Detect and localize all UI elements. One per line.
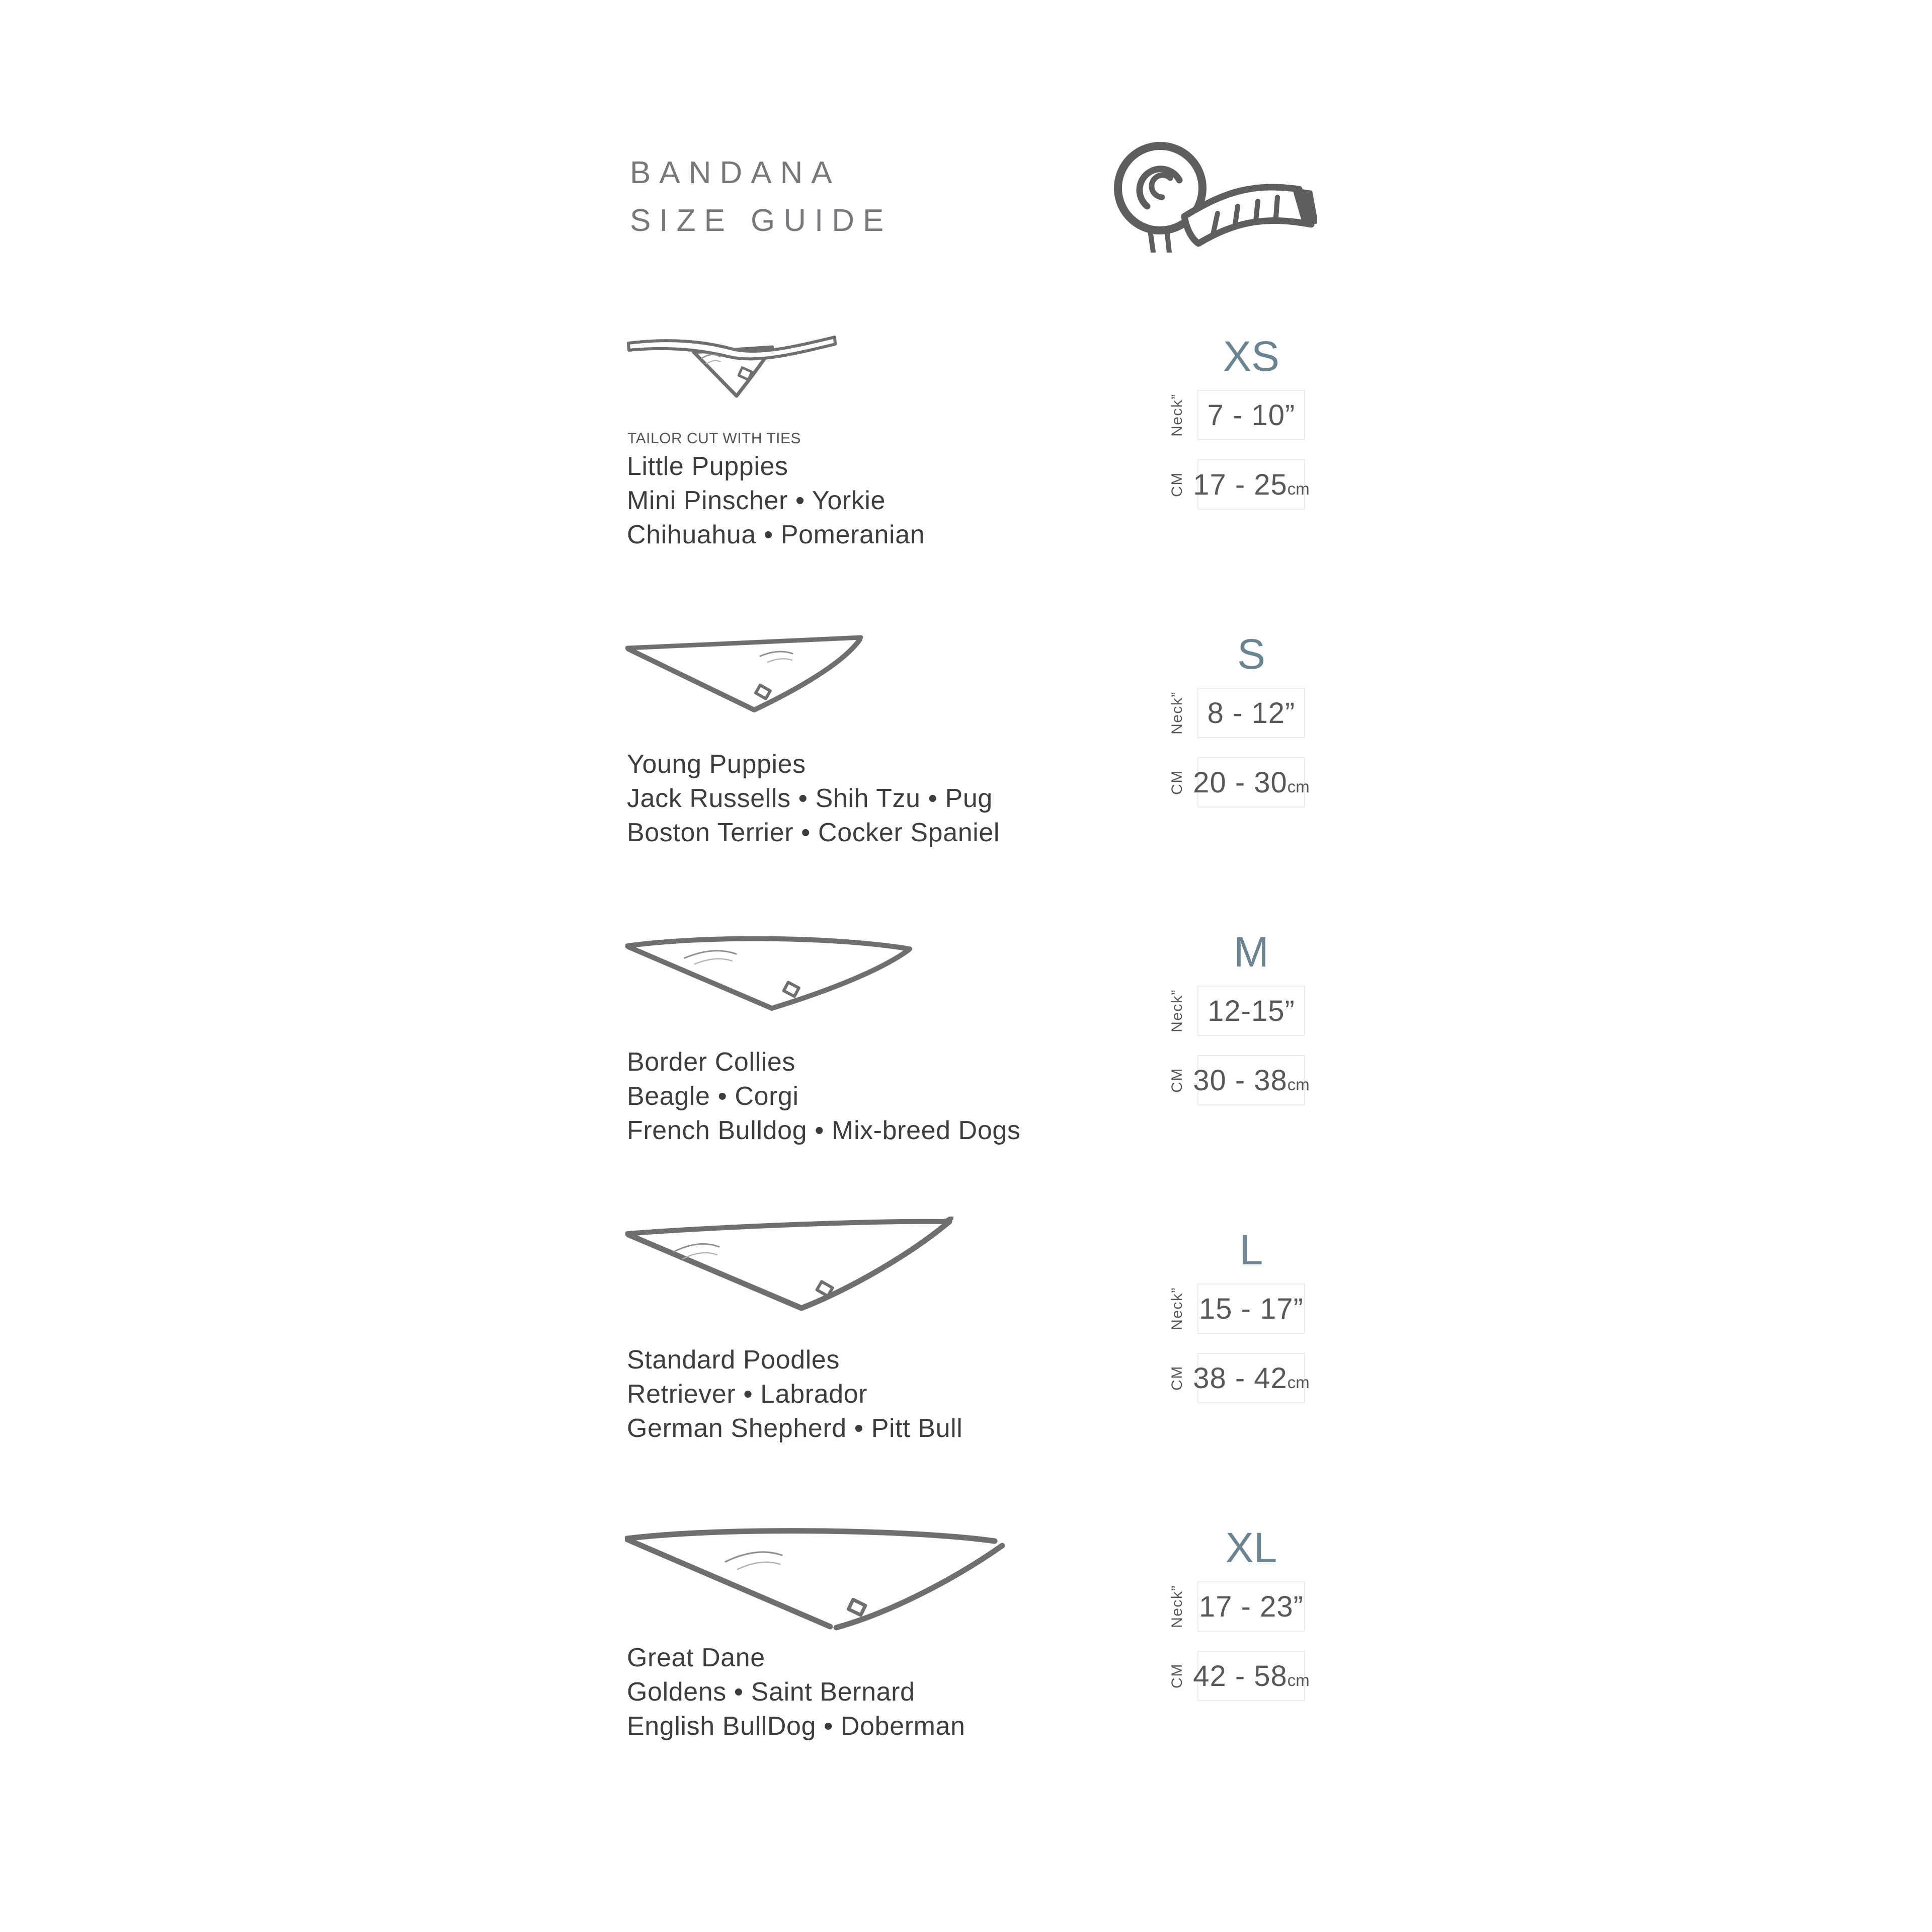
bandana-xs-illustration [626, 332, 838, 403]
xs-neck-cm-box: 17 - 25 cm [1197, 459, 1305, 510]
l-neck-cm-box: 38 - 42 cm [1197, 1353, 1305, 1403]
l-neck-inches-box: 15 - 17” [1197, 1283, 1305, 1334]
s-neck-cm-box: 20 - 30 cm [1197, 757, 1305, 808]
bandana-l-illustration [625, 1217, 953, 1312]
breed-line: English BullDog • Doberman [627, 1712, 965, 1741]
neck-cm-unit: CM [1169, 1365, 1185, 1391]
neck-inches-unit: Neck” [1169, 1585, 1185, 1628]
page-title [630, 149, 892, 245]
breed-line: Goldens • Saint Bernard [627, 1677, 915, 1707]
xs-breeds [627, 449, 925, 552]
neck-cm-unit: CM [1169, 1663, 1185, 1688]
title-line-1: BANDANA [630, 155, 841, 190]
bandana-xl-illustration [625, 1525, 1006, 1634]
breed-line: Great Dane [627, 1643, 765, 1672]
xs-caption: TAILOR CUT WITH TIES [627, 430, 801, 447]
size-label-xs: XS [1223, 333, 1280, 380]
neck-inches-unit: Neck” [1169, 1287, 1185, 1330]
bandana-tie-band [628, 337, 835, 359]
breed-line: Boston Terrier • Cocker Spaniel [627, 818, 1000, 847]
neck-cm-unit: CM [1169, 472, 1185, 497]
m-neck-inches-box: 12-15” [1197, 986, 1305, 1036]
neck-cm-unit: CM [1169, 1068, 1185, 1093]
neck-inches-unit: Neck” [1169, 691, 1185, 735]
xl-neck-inches-box: 17 - 23” [1197, 1581, 1305, 1632]
title-line-2: SIZE GUIDE [630, 203, 893, 238]
neck-inches-unit: Neck” [1169, 393, 1185, 437]
measuring-tape-icon [1086, 132, 1317, 253]
size-label-l: L [1239, 1226, 1263, 1273]
size-label-m: M [1234, 928, 1269, 976]
xs-neck-inches-box: 7 - 10” [1197, 390, 1305, 440]
breed-line: French Bulldog • Mix-breed Dogs [627, 1116, 1021, 1145]
breed-line: Young Puppies [627, 750, 806, 779]
breed-line: Little Puppies [627, 452, 788, 481]
s-breeds [627, 747, 1000, 850]
breed-line: Retriever • Labrador [627, 1380, 868, 1409]
bandana-s-illustration [625, 635, 867, 714]
xl-breeds [627, 1641, 965, 1743]
breed-line: Beagle • Corgi [627, 1082, 799, 1111]
size-label-xl: XL [1225, 1524, 1277, 1571]
neck-cm-unit: CM [1169, 770, 1185, 795]
m-breeds [627, 1045, 1020, 1148]
l-breeds [627, 1343, 962, 1445]
bandana-m-illustration [625, 932, 915, 1013]
m-neck-cm-box: 30 - 38 cm [1197, 1055, 1305, 1105]
breed-line: Border Collies [627, 1048, 795, 1077]
breed-line: Jack Russells • Shih Tzu • Pug [627, 784, 993, 813]
breed-line: Standard Poodles [627, 1345, 840, 1375]
xl-neck-cm-box: 42 - 58 cm [1197, 1651, 1305, 1701]
s-neck-inches-box: 8 - 12” [1197, 688, 1305, 738]
breed-line: Mini Pinscher • Yorkie [627, 486, 886, 515]
breed-line: German Shepherd • Pitt Bull [627, 1414, 963, 1443]
breed-line: Chihuahua • Pomeranian [627, 520, 925, 549]
neck-inches-unit: Neck” [1169, 989, 1185, 1032]
size-label-s: S [1237, 630, 1266, 678]
